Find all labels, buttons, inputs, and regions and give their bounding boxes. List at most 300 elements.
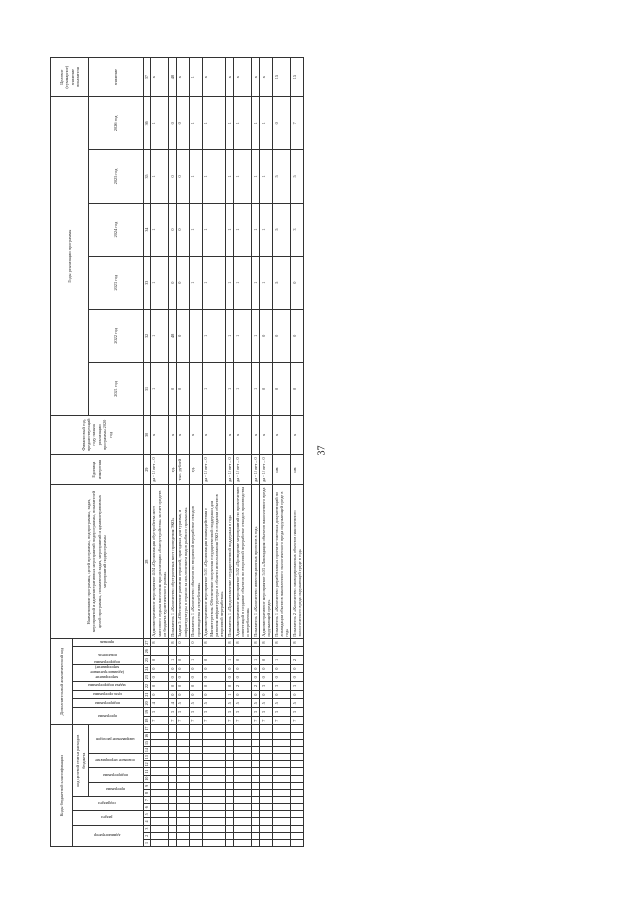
base-year-cell: х: [252, 416, 260, 455]
year-value-cell: 1: [259, 150, 272, 203]
year-value-cell: 0: [168, 362, 176, 415]
year-value-cell: 1: [233, 150, 251, 203]
budget-code-cell: [226, 818, 234, 825]
budget-code-cell: [259, 825, 272, 832]
analytic-code-cell: 3: [272, 682, 290, 691]
year-value-cell: 48: [168, 309, 176, 362]
analytic-code-cell: 8: [291, 638, 304, 647]
budget-code-cell: [168, 804, 176, 811]
target-article-subheader: код целевой статьи расходов бюджета: [73, 725, 89, 797]
budget-code-cell: [189, 811, 202, 818]
budget-code-cell: [168, 782, 176, 789]
final-value-cell: 1: [189, 58, 202, 97]
analytic-code-cell: 0: [272, 673, 290, 682]
column-number-cell: 26: [143, 647, 150, 656]
budget-code-cell: [291, 725, 304, 732]
year-value-cell: 1: [150, 256, 168, 309]
budget-code-cell: [252, 797, 260, 804]
budget-code-cell: [226, 725, 234, 732]
budget-code-cell: [252, 789, 260, 796]
budget-code-cell: [226, 825, 234, 832]
budget-code-cell: [272, 747, 290, 754]
analytic-code-cell: 3: [150, 708, 168, 717]
budget-code-cell: [252, 739, 260, 746]
analytic-code-cell: 0: [259, 656, 272, 665]
year-value-cell: 1: [233, 256, 251, 309]
analytic-code-cell: 1: [272, 656, 290, 665]
budget-code-cell: [252, 775, 260, 782]
year-value-cell: 1: [226, 150, 234, 203]
year-value-cell: 7: [291, 97, 304, 150]
analytic-code-cell: 0: [176, 673, 189, 682]
analytic-code-cell: 3: [272, 708, 290, 717]
row-name-cell: Показатель 1 «Количество инвестиционных проектов в год»: [252, 485, 260, 638]
analytic-code-cell: 2: [233, 682, 251, 691]
table-row: [291, 58, 304, 847]
analytic-code-cell: 0: [150, 690, 168, 699]
budget-code-cell: [259, 768, 272, 775]
budget-code-cell: [150, 811, 168, 818]
year-value-cell: 0: [168, 97, 176, 150]
budget-code-cell: [252, 811, 260, 818]
budget-code-cell: [226, 832, 234, 839]
budget-code-cell: [233, 797, 251, 804]
budget-code-cell: [226, 789, 234, 796]
budget-code-cell: [168, 725, 176, 732]
budget-code-cell: [291, 775, 304, 782]
year-value-cell: 1: [252, 256, 260, 309]
analytic-code-cell: 3: [259, 682, 272, 691]
budget-code-cell: [189, 775, 202, 782]
budget-code-cell: [176, 818, 189, 825]
analytic-code-cell: 0: [252, 664, 260, 673]
year-value-cell: 1: [150, 97, 168, 150]
final-value-cell: 15: [272, 58, 290, 97]
budget-code-cell: [202, 782, 226, 789]
budget-code-cell: [291, 761, 304, 768]
analytic-code-cell: [272, 647, 290, 656]
row-name-cell: Административное мероприятие 5.02 «Проведение мероприятий по привлечению инвестиций в создание объектов по вторичной переработке отходов производства и потребления»: [234, 486, 251, 637]
budget-code-cell: [202, 754, 226, 761]
row-name-cell: Показатель 1 «Предоставление государственной поддержки в год»: [226, 485, 234, 638]
an-task-subheader: задача подпрограммы: [73, 682, 143, 691]
analytic-code-cell: 7: [226, 716, 234, 725]
budget-code-cell: [189, 732, 202, 739]
program-indicators-table: [50, 57, 304, 847]
analytic-code-cell: 1: [252, 656, 260, 665]
final-value-header: Целевое (суммарное) значение показателя: [51, 58, 89, 97]
row-name-cell: Показатель 1 «Количество объектов по вторичной переработке отходов производства и потребления»: [189, 485, 202, 638]
budget-code-cell: [291, 789, 304, 796]
analytic-code-cell: 0: [202, 690, 226, 699]
budget-code-cell: [272, 825, 290, 832]
column-number-cell: 18: [143, 716, 150, 725]
budget-code-cell: [259, 754, 272, 761]
budget-code-cell: [226, 797, 234, 804]
year-value-cell: 5: [272, 203, 290, 256]
column-number-cell: 37: [143, 58, 150, 97]
budget-code-cell: [226, 775, 234, 782]
budget-code-cell: [150, 739, 168, 746]
analytic-code-cell: 0: [168, 690, 176, 699]
analytic-code-cell: 1: [226, 690, 234, 699]
budget-code-cell: [176, 761, 189, 768]
budget-code-cell: [233, 739, 251, 746]
analytic-code-cell: 5: [252, 699, 260, 708]
column-number-cell: 3: [143, 825, 150, 832]
analytic-code-cell: 7: [168, 716, 176, 725]
analytic-code-cell: 0: [202, 673, 226, 682]
analytic-code-cell: 0: [272, 664, 290, 673]
analytic-code-cell: 7: [202, 716, 226, 725]
year-value-cell: 1: [226, 309, 234, 362]
budget-code-cell: [272, 768, 290, 775]
column-number-cell: 9: [143, 782, 150, 789]
bt-program-subheader: программа: [89, 782, 143, 796]
analytic-code-cell: 7: [176, 716, 189, 725]
budget-code-cell: [233, 768, 251, 775]
an-goal-subheader: цель программы: [73, 690, 143, 699]
budget-code-cell: [168, 768, 176, 775]
column-number-cell: 24: [143, 664, 150, 673]
budget-code-cell: [150, 797, 168, 804]
budget-code-cell: [168, 761, 176, 768]
budget-code-cell: [150, 825, 168, 832]
table-row: [226, 58, 234, 847]
analytic-code-cell: 3: [168, 708, 176, 717]
analytic-code-cell: 3: [176, 708, 189, 717]
budget-code-cell: [291, 839, 304, 846]
unit-column-header: Единица измерения: [51, 454, 144, 485]
budget-code-cell: [168, 839, 176, 846]
budget-code-cell: [226, 804, 234, 811]
analytic-code-cell: 7: [233, 716, 251, 725]
budget-code-cell: [189, 818, 202, 825]
budget-code-cell: [226, 782, 234, 789]
analytic-code-cell: 8: [150, 638, 168, 647]
unit-cell: ед.: [168, 454, 176, 485]
an-program-subheader: программа: [73, 708, 143, 725]
budget-code-cell: [233, 811, 251, 818]
analytic-code-cell: 0: [176, 664, 189, 673]
column-number-cell: 34: [143, 203, 150, 256]
budget-code-cell: [272, 732, 290, 739]
budget-code-cell: [202, 839, 226, 846]
column-number-cell: 4: [143, 818, 150, 825]
base-year-cell: х: [189, 416, 202, 455]
budget-code-cell: [202, 832, 226, 839]
budget-code-cell: [168, 818, 176, 825]
budget-code-cell: [202, 747, 226, 754]
budget-code-cell: [176, 789, 189, 796]
budget-code-cell: [291, 754, 304, 761]
budget-code-cell: [252, 832, 260, 839]
year-value-cell: 1: [189, 203, 202, 256]
budget-code-cell: [291, 768, 304, 775]
analytic-code-cell: 0: [150, 682, 168, 691]
budget-code-cell: [176, 782, 189, 789]
year-value-cell: 1: [150, 362, 168, 415]
table-row: [202, 58, 226, 847]
budget-code-cell: [168, 739, 176, 746]
year-2022-header: 2022 год: [89, 309, 143, 362]
analytic-code-cell: 0: [202, 664, 226, 673]
budget-code-cell: [252, 754, 260, 761]
column-number-cell: 14: [143, 748, 149, 753]
analytic-code-cell: 5: [291, 699, 304, 708]
analytic-code-cell: 5: [202, 699, 226, 708]
budget-code-cell: [150, 768, 168, 775]
budget-code-cell: [189, 768, 202, 775]
budget-code-cell: [291, 832, 304, 839]
analytic-code-cell: 0: [226, 673, 234, 682]
name-column-header: Наименование программы, целей программы, подпрограммы, задач, мероприятий и административных мероприятий подпрограммы, показателей целей программы, показателей задач, мероприятий и административных мероприятий подпрограммы: [51, 485, 144, 638]
analytic-code-cell: 4: [150, 699, 168, 708]
analytic-code-cell: 0: [252, 690, 260, 699]
analytic-code-cell: 0: [189, 690, 202, 699]
year-value-cell: 1: [202, 256, 226, 309]
analytic-code-cell: 2: [291, 656, 304, 665]
analytic-code-cell: 8: [233, 638, 251, 647]
analytic-code-cell: 7: [259, 716, 272, 725]
unit-cell: тыс. рублей: [176, 454, 189, 485]
analytic-code-cell: 0: [226, 664, 234, 673]
budget-code-cell: [291, 797, 304, 804]
budget-code-cell: [189, 839, 202, 846]
admin-subheader: администратор: [73, 825, 143, 846]
budget-code-cell: [189, 725, 202, 732]
analytic-code-cell: 7: [272, 716, 290, 725]
budget-code-cell: [202, 804, 226, 811]
table-header: [51, 58, 151, 847]
analytic-code-cell: 7: [150, 716, 168, 725]
budget-code-cell: [252, 732, 260, 739]
year-value-cell: 0: [176, 256, 189, 309]
budget-code-cell: [252, 825, 260, 832]
section-subheader: раздел: [73, 811, 143, 825]
final-value-cell: х: [226, 58, 234, 97]
budget-code-cell: [259, 839, 272, 846]
budget-code-cell: [272, 832, 290, 839]
budget-code-cell: [252, 782, 260, 789]
final-value-cell: х: [176, 58, 189, 97]
budget-code-cell: [176, 725, 189, 732]
base-year-cell: х: [150, 416, 168, 455]
year-value-cell: 1: [259, 203, 272, 256]
analytic-code-cell: [202, 647, 226, 656]
budget-code-cell: [168, 789, 176, 796]
budget-code-cell: [176, 804, 189, 811]
analytic-code-cell: 8: [272, 638, 290, 647]
year-value-cell: 1: [202, 362, 226, 415]
year-2024-header: 2024 год: [89, 203, 143, 256]
column-number-cell: 13: [143, 755, 149, 760]
budget-code-cell: [150, 818, 168, 825]
column-number-cell: 7: [143, 797, 150, 804]
column-number-cell: 33: [143, 256, 150, 309]
bt-direction-subheader: направление расходов: [89, 725, 143, 754]
year-value-cell: 0: [176, 362, 189, 415]
analytic-code-cell: 1: [189, 656, 202, 665]
year-value-cell: 0: [291, 256, 304, 309]
analytic-code-cell: 7: [189, 716, 202, 725]
budget-code-cell: [272, 754, 290, 761]
year-value-cell: 5: [291, 150, 304, 203]
year-value-cell: 0: [259, 362, 272, 415]
year-value-cell: 0: [291, 362, 304, 415]
table-row: [252, 58, 260, 847]
budget-code-cell: [272, 739, 290, 746]
analytic-code-cell: [226, 647, 234, 656]
analytic-code-cell: 0: [233, 656, 251, 665]
year-value-cell: [189, 309, 202, 362]
bt-main-measure-subheader: основное мероприятие: [89, 754, 143, 768]
analytic-code-cell: 0: [259, 673, 272, 682]
analytic-code-cell: 0: [168, 682, 176, 691]
year-value-cell: 1: [252, 97, 260, 150]
analytic-code-cell: 1: [226, 656, 234, 665]
column-number-cell: 11: [143, 769, 149, 774]
final-value-cell: х: [202, 58, 226, 97]
budget-code-cell: [150, 775, 168, 782]
budget-code-cell: [189, 747, 202, 754]
budget-code-cell: [226, 811, 234, 818]
unit-cell: шт.: [272, 454, 290, 485]
column-number-cell: 16: [143, 733, 149, 738]
year-value-cell: 5: [272, 150, 290, 203]
analytic-code-cell: 3: [202, 708, 226, 717]
year-value-cell: [189, 362, 202, 415]
year-2021-header: 2021 год: [89, 362, 143, 415]
budget-code-cell: [176, 797, 189, 804]
budget-code-cell: [252, 839, 260, 846]
table-row: [168, 58, 176, 847]
analytic-code-cell: [233, 647, 251, 656]
budget-code-cell: [168, 747, 176, 754]
an-indicator-subheader: показатель: [73, 647, 143, 664]
row-name-cell: Показатель 2 «Количество ликвидированных объектов накопленного экологического вреда окружающей среде в год»: [291, 485, 304, 638]
analytic-code-cell: 0: [291, 673, 304, 682]
analytic-code-cell: [168, 647, 176, 656]
budget-code-cell: [252, 747, 260, 754]
budget-code-cell: [272, 797, 290, 804]
budget-code-cell: [189, 804, 202, 811]
budget-code-cell: [176, 768, 189, 775]
budget-code-cell: [272, 804, 290, 811]
budget-code-cell: [202, 789, 226, 796]
budget-code-cell: [189, 739, 202, 746]
rotated-page: [50, 57, 590, 847]
budget-code-cell: [202, 732, 226, 739]
analytic-code-cell: 0: [233, 673, 251, 682]
budget-code-cell: [168, 797, 176, 804]
column-number-cell: 19: [143, 708, 150, 717]
analytic-code-cell: 2: [252, 682, 260, 691]
analytic-code-cell: [252, 647, 260, 656]
unit-cell: ед.: [189, 454, 202, 485]
analytic-code-cell: [189, 647, 202, 656]
budget-code-cell: [150, 725, 168, 732]
budget-code-cell: [226, 747, 234, 754]
unit-cell: да - 1/ нет – 0: [259, 454, 272, 485]
column-number-cell: 22: [143, 682, 150, 691]
analytic-code-cell: 8: [168, 638, 176, 647]
analytic-code-cell: 0: [202, 656, 226, 665]
budget-code-cell: [168, 732, 176, 739]
analytic-code-cell: 5: [272, 699, 290, 708]
budget-code-cell: [233, 839, 251, 846]
column-number-cell: 1: [143, 839, 150, 846]
analytic-code-cell: 0: [168, 664, 176, 673]
year-value-cell: 0: [176, 203, 189, 256]
year-value-cell: 1: [150, 203, 168, 256]
budget-code-cell: [259, 797, 272, 804]
year-value-cell: 0: [176, 97, 189, 150]
budget-code-cell: [233, 782, 251, 789]
year-value-cell: 1: [233, 362, 251, 415]
row-name-cell: Задача 5 «Обеспечение развития отраслей, пригодных для туризма, и инфраструктуры в отрасли за исключением видов рыбного промысла»: [176, 485, 189, 638]
budget-code-cell: [150, 732, 168, 739]
budget-code-cell: [233, 789, 251, 796]
budget-code-cell: [259, 832, 272, 839]
budget-code-cell: [259, 747, 272, 754]
analytic-code-cell: 0: [272, 690, 290, 699]
budget-code-cell: [176, 839, 189, 846]
subsection-subheader: подраздел: [73, 797, 143, 811]
budget-classifier-header: Коды бюджетной классификации: [51, 725, 73, 847]
analytic-code-cell: 0: [202, 682, 226, 691]
year-value-cell: 1: [226, 97, 234, 150]
table-row: [189, 58, 202, 847]
year-value-cell: 1: [233, 309, 251, 362]
budget-code-cell: [202, 768, 226, 775]
analytic-code-cell: 7: [252, 716, 260, 725]
year-value-cell: 0: [168, 203, 176, 256]
year-2026-header: 2026 год: [89, 97, 143, 150]
base-year-cell: х: [291, 416, 304, 455]
budget-code-cell: [259, 818, 272, 825]
budget-code-cell: [272, 725, 290, 732]
budget-code-cell: [233, 832, 251, 839]
analytic-code-cell: 3: [291, 682, 304, 691]
budget-code-cell: [176, 739, 189, 746]
analytic-code-cell: 0: [233, 664, 251, 673]
budget-code-cell: [233, 747, 251, 754]
budget-code-cell: [226, 732, 234, 739]
budget-code-cell: [291, 811, 304, 818]
final-value-cell: 15: [291, 58, 304, 97]
year-value-cell: 1: [226, 203, 234, 256]
budget-code-cell: [189, 754, 202, 761]
year-value-cell: 1: [252, 362, 260, 415]
column-number-cell: 6: [143, 804, 150, 811]
base-year-cell: х: [272, 416, 290, 455]
budget-code-cell: [259, 739, 272, 746]
unit-cell: шт.: [291, 454, 304, 485]
row-name-cell: Административное мероприятие 4.04 «Организация обустройства мест массового отдыха населения при реализации «благоустройства» за счет средств из бюджета туристического рынка»: [150, 485, 168, 638]
analytic-code-cell: 3: [259, 708, 272, 717]
budget-code-cell: [252, 804, 260, 811]
analytic-code-cell: 0: [150, 673, 168, 682]
final-value-cell: х: [252, 58, 260, 97]
budget-code-cell: [272, 789, 290, 796]
budget-code-cell: [291, 782, 304, 789]
table-row: [150, 58, 168, 847]
analytic-code-cell: 5: [233, 699, 251, 708]
column-number-cell: 5: [143, 811, 150, 818]
budget-code-cell: [233, 825, 251, 832]
column-number-cell: 32: [143, 309, 150, 362]
